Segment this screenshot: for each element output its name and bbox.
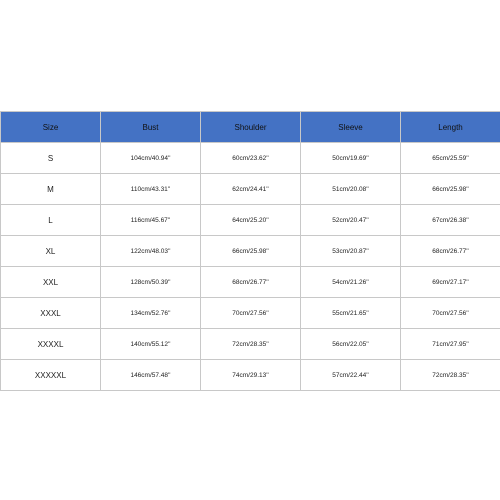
bust-cell: 140cm/55.12'' [101, 329, 201, 360]
table-row [1, 174, 500, 205]
bust-cell: 134cm/52.76'' [101, 298, 201, 329]
bust-cell: 128cm/50.39'' [101, 267, 201, 298]
bust-cell: 110cm/43.31'' [101, 174, 201, 205]
length-cell: 72cm/28.35'' [401, 360, 500, 391]
length-cell: 71cm/27.95'' [401, 329, 500, 360]
size-chart-table [0, 111, 500, 391]
size-cell: M [1, 174, 101, 205]
size-cell: L [1, 205, 101, 236]
length-cell: 70cm/27.56'' [401, 298, 500, 329]
sleeve-cell: 57cm/22.44'' [301, 360, 401, 391]
shoulder-cell: 70cm/27.56'' [201, 298, 301, 329]
size-cell: XL [1, 236, 101, 267]
header-size: Size [1, 112, 101, 143]
length-cell: 66cm/25.98'' [401, 174, 500, 205]
size-cell: XXXXXL [1, 360, 101, 391]
shoulder-cell: 62cm/24.41'' [201, 174, 301, 205]
size-cell: XXXXL [1, 329, 101, 360]
bust-cell: 104cm/40.94'' [101, 143, 201, 174]
table-row [1, 329, 500, 360]
shoulder-cell: 72cm/28.35'' [201, 329, 301, 360]
length-cell: 68cm/26.77'' [401, 236, 500, 267]
table-row [1, 298, 500, 329]
table-row [1, 236, 500, 267]
length-cell: 69cm/27.17'' [401, 267, 500, 298]
table-row [1, 267, 500, 298]
size-cell: XXXL [1, 298, 101, 329]
bust-cell: 146cm/57.48'' [101, 360, 201, 391]
bust-cell: 122cm/48.03'' [101, 236, 201, 267]
size-cell: XXL [1, 267, 101, 298]
header-row [1, 112, 500, 143]
shoulder-cell: 68cm/26.77'' [201, 267, 301, 298]
size-cell: S [1, 143, 101, 174]
length-cell: 65cm/25.59'' [401, 143, 500, 174]
length-cell: 67cm/26.38'' [401, 205, 500, 236]
header-length: Length [401, 112, 500, 143]
bust-cell: 116cm/45.67'' [101, 205, 201, 236]
sleeve-cell: 52cm/20.47'' [301, 205, 401, 236]
shoulder-cell: 74cm/29.13'' [201, 360, 301, 391]
table-row [1, 360, 500, 391]
header-shoulder: Shoulder [201, 112, 301, 143]
sleeve-cell: 53cm/20.87'' [301, 236, 401, 267]
sleeve-cell: 55cm/21.65'' [301, 298, 401, 329]
size-chart-header [1, 112, 500, 143]
shoulder-cell: 66cm/25.98'' [201, 236, 301, 267]
sleeve-cell: 56cm/22.05'' [301, 329, 401, 360]
sleeve-cell: 54cm/21.26'' [301, 267, 401, 298]
header-sleeve: Sleeve [301, 112, 401, 143]
table-row [1, 205, 500, 236]
header-bust: Bust [101, 112, 201, 143]
shoulder-cell: 60cm/23.62'' [201, 143, 301, 174]
size-chart-body [1, 143, 500, 391]
sleeve-cell: 51cm/20.08'' [301, 174, 401, 205]
sleeve-cell: 50cm/19.69'' [301, 143, 401, 174]
table-row [1, 143, 500, 174]
shoulder-cell: 64cm/25.20'' [201, 205, 301, 236]
